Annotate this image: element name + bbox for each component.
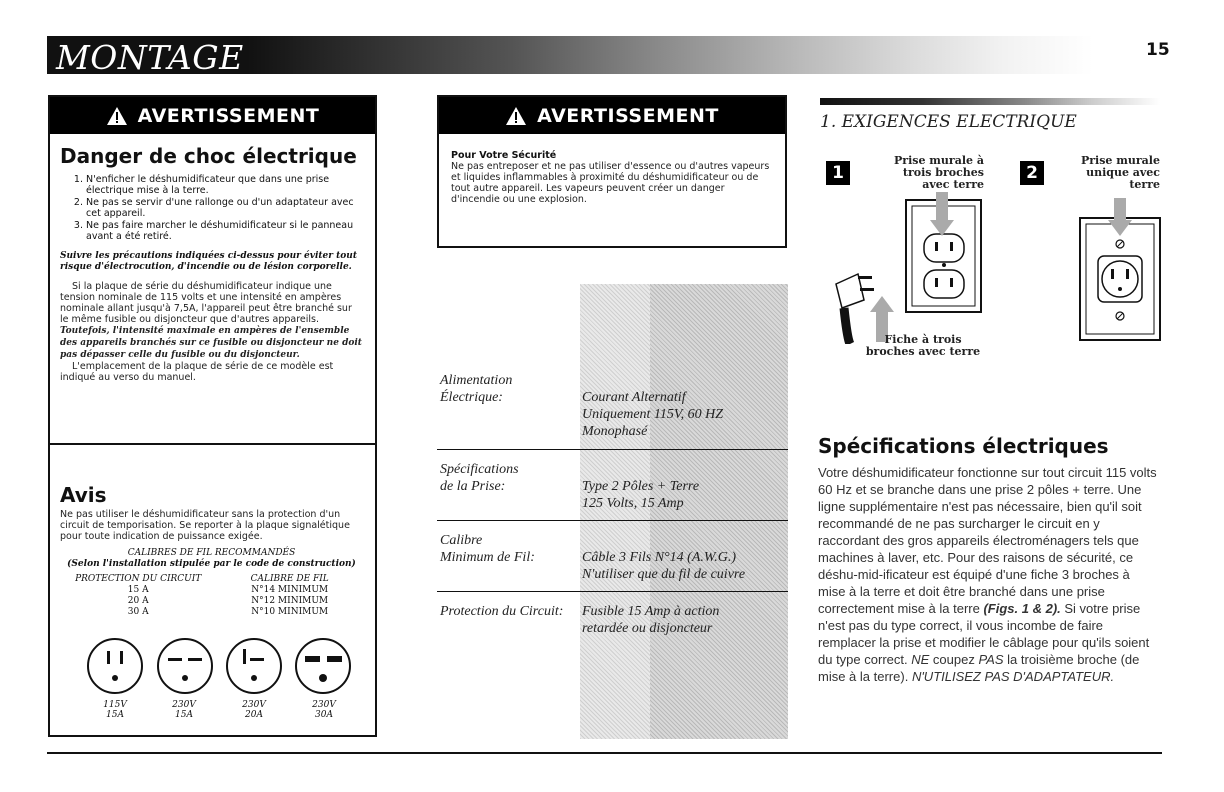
plate-paragraph bbox=[60, 281, 363, 361]
spec-value-line: Monophasé bbox=[582, 424, 648, 439]
figs-ref: (Figs. 1 & 2). bbox=[983, 601, 1061, 616]
list-item: 1. N'enficher le déshumidificateur que dans une prise électrique mise à la terre. bbox=[86, 174, 363, 196]
single-outlet-diagram bbox=[1078, 198, 1164, 344]
table-subtitle: (Selon l'installation stipulée par le code de construction) bbox=[67, 559, 356, 569]
page-number: 15 bbox=[1146, 40, 1170, 60]
spec-value-line: 125 Volts, 15 Amp bbox=[582, 496, 684, 511]
table-cell: N°10 MINIMUM bbox=[251, 607, 329, 617]
plate-text: Si la plaque de série du déshumidificateur indique une tension nominale de 115 volts et une intensité en ampères nominale allant jusqu'à 7,5A, l'appareil peut être branché sur le même fusible ou disjoncteur que d'autres appareils. bbox=[60, 281, 352, 325]
danger-heading: Danger de choc électrique bbox=[60, 144, 357, 168]
warning-box-middle bbox=[437, 95, 787, 248]
safety-text: Ne pas entreposer et ne pas utiliser d'essence ou d'autres vapeurs et liquides inflammables à proximité du déshumidificateur ou de tout autre appareil. Les vapeurs peuvent créer un danger d'incendie ou une explosion. bbox=[451, 161, 770, 205]
spec-label-3 bbox=[440, 532, 535, 566]
table-cell: N°12 MINIMUM bbox=[251, 596, 329, 606]
body-text: coupez bbox=[932, 652, 975, 667]
spec-value-line: Uniquement 115V, 60 HZ bbox=[582, 407, 724, 422]
avis-heading: Avis bbox=[60, 483, 107, 507]
warning-label: AVERTISSEMENT bbox=[537, 104, 719, 127]
spec-value-line: N'utiliser que du fil de cuivre bbox=[582, 567, 746, 582]
body-text: Si votre prise n'est pas du type correct, il vous incombe de faire remplacer la prise et modifier le câblage pour qu'ils soient du type correct. bbox=[818, 601, 1150, 667]
three-prong-outlet-plug-diagram bbox=[826, 192, 986, 344]
section-title: 1. EXIGENCES ELECTRIQUE bbox=[820, 112, 1077, 132]
spec-divider bbox=[437, 520, 788, 521]
spec-label-line: Minimum de Fil: bbox=[440, 550, 535, 565]
outlet-230v-20a-icon bbox=[227, 639, 281, 693]
list-item: 2. Ne pas se servir d'une rallonge ou d'un adaptateur avec cet appareil. bbox=[86, 197, 363, 219]
outlet-amps: 15A bbox=[175, 710, 193, 720]
outlet-amps: 15A bbox=[106, 710, 124, 720]
outlet-labels bbox=[86, 700, 366, 720]
outlet-voltage: 230V bbox=[172, 700, 196, 710]
spec-body bbox=[818, 464, 1160, 685]
fig1-label bbox=[880, 155, 984, 191]
spec-value-1 bbox=[582, 389, 723, 440]
gauge-table bbox=[60, 574, 363, 618]
fig-label-line: Prise murale bbox=[1080, 154, 1160, 167]
outlet-voltage: 115V bbox=[103, 700, 127, 710]
warning-label: AVERTISSEMENT bbox=[137, 104, 320, 127]
col-header: CALIBRE DE FIL bbox=[250, 574, 329, 584]
spec-label-line: Spécifications bbox=[440, 462, 519, 477]
fig-label-line: unique avec bbox=[1086, 166, 1160, 179]
outlet-voltage: 230V bbox=[242, 700, 266, 710]
spec-value-line: retardée ou disjoncteur bbox=[582, 621, 713, 636]
outlet-amps: 30A bbox=[315, 710, 333, 720]
spec-value-3 bbox=[582, 549, 745, 583]
body-text: Votre déshumidificateur fonctionne sur tout circuit 115 volts 60 Hz et se branche dans une prise 2 pôles + terre. Une ligne supplémentaire n'est pas nécessaire, bien qu'il soit recommandé de ne pas surcharger le circuit en y raccordant des gros appareils électroménagers tels que machines à laver, etc. Pour des raisons de sécurité, ce déshu-mid-ificateur est équipé d'une fiche 3 broches à mise à la terre et doit être branché dans une prise correctement mise à la terre bbox=[818, 465, 1157, 616]
spec-label-line: Électrique: bbox=[440, 390, 503, 405]
body-text: la troisième broche (de mise à la terre). bbox=[818, 652, 1140, 684]
body-emph: N'UTILISEZ PAS D'ADAPTATEUR. bbox=[911, 669, 1115, 684]
warning-box-left bbox=[48, 95, 377, 445]
fig2-label bbox=[1080, 155, 1160, 191]
spec-divider bbox=[437, 591, 788, 592]
plug-label bbox=[858, 334, 988, 358]
danger-list bbox=[60, 174, 363, 242]
outlet-voltage: 230V bbox=[312, 700, 336, 710]
outlet-230v-15a-icon bbox=[158, 639, 212, 693]
spec-value-4 bbox=[582, 603, 719, 637]
section-band bbox=[820, 98, 1160, 105]
avis-text: Ne pas utiliser le déshumidificateur sans la protection d'un circuit de temporisation. Se reporter à la plaque signalétique pour toute indication de puissance exigée. bbox=[60, 509, 350, 542]
table-cell: 30 A bbox=[127, 607, 149, 617]
fig-label-line: broches avec terre bbox=[865, 345, 981, 358]
plate-italic-text: Toutefois, l'intensité maximale en ampères de l'ensemble des appareils branchés sur ce fusible ou disjoncteur ne doit pas dépasser celle du fusible ou du disjoncteur. bbox=[60, 326, 362, 360]
spec-label-2 bbox=[440, 461, 519, 495]
fig-label-line: avec terre bbox=[922, 178, 984, 191]
spec-label-4: Protection du Circuit: bbox=[440, 604, 564, 619]
table-cell: 15 A bbox=[127, 585, 149, 595]
spec-value-line: Courant Alternatif bbox=[582, 390, 686, 405]
warning-bar bbox=[439, 97, 785, 134]
location-paragraph: L'emplacement de la plaque de série de ce modèle est indiqué au verso du manuel. bbox=[60, 361, 334, 383]
figure-number-2: 2 bbox=[1020, 161, 1044, 185]
table-title: CALIBRES DE FIL RECOMMANDÉS bbox=[127, 548, 296, 558]
outlet-amps: 20A bbox=[245, 710, 263, 720]
spec-heading: Spécifications électriques bbox=[818, 434, 1109, 458]
footer-rule bbox=[47, 752, 1162, 754]
spec-label-line: Alimentation bbox=[440, 373, 513, 388]
spec-value-line: Type 2 Pôles + Terre bbox=[582, 479, 700, 494]
fig-label-line: terre bbox=[1129, 178, 1160, 191]
spec-value-line: Câble 3 Fils N°14 (A.W.G.) bbox=[582, 550, 737, 565]
page-title: MONTAGE bbox=[56, 38, 244, 77]
safety-title: Pour Votre Sécurité bbox=[451, 150, 557, 161]
spec-value-line: Fusible 15 Amp à action bbox=[582, 604, 720, 619]
spec-label-1 bbox=[440, 372, 512, 406]
spec-label-line: Calibre bbox=[440, 533, 483, 548]
spec-divider bbox=[437, 449, 788, 450]
fig-label-line: trois broches bbox=[902, 166, 984, 179]
warning-triangle-icon bbox=[106, 106, 128, 126]
fig-label-line: Prise murale à bbox=[894, 154, 984, 167]
table-cell: N°14 MINIMUM bbox=[251, 585, 329, 595]
body-emph: NE bbox=[911, 652, 930, 667]
table-cell: 20 A bbox=[127, 596, 149, 606]
outlet-diagrams bbox=[86, 636, 366, 698]
warning-triangle-icon bbox=[505, 106, 527, 126]
outlet-230v-30a-icon bbox=[296, 639, 350, 693]
col-header: PROTECTION DU CIRCUIT bbox=[75, 574, 202, 584]
list-item: 3. Ne pas faire marcher le déshumidificateur si le panneau avant a été retiré. bbox=[86, 220, 363, 242]
figure-number-1: 1 bbox=[826, 161, 850, 185]
warning-bar bbox=[50, 97, 375, 134]
fig-label-line: Fiche à trois bbox=[884, 333, 962, 346]
outlet-115v-15a-icon bbox=[88, 639, 142, 693]
caution-text: Suivre les précautions indiquées ci-dessus pour éviter tout risque d'électrocution, d'incendie ou de lésion corporelle. bbox=[60, 251, 357, 272]
spec-label-line: de la Prise: bbox=[440, 479, 506, 494]
spec-value-2 bbox=[582, 478, 699, 512]
body-emph: PAS bbox=[978, 652, 1004, 667]
